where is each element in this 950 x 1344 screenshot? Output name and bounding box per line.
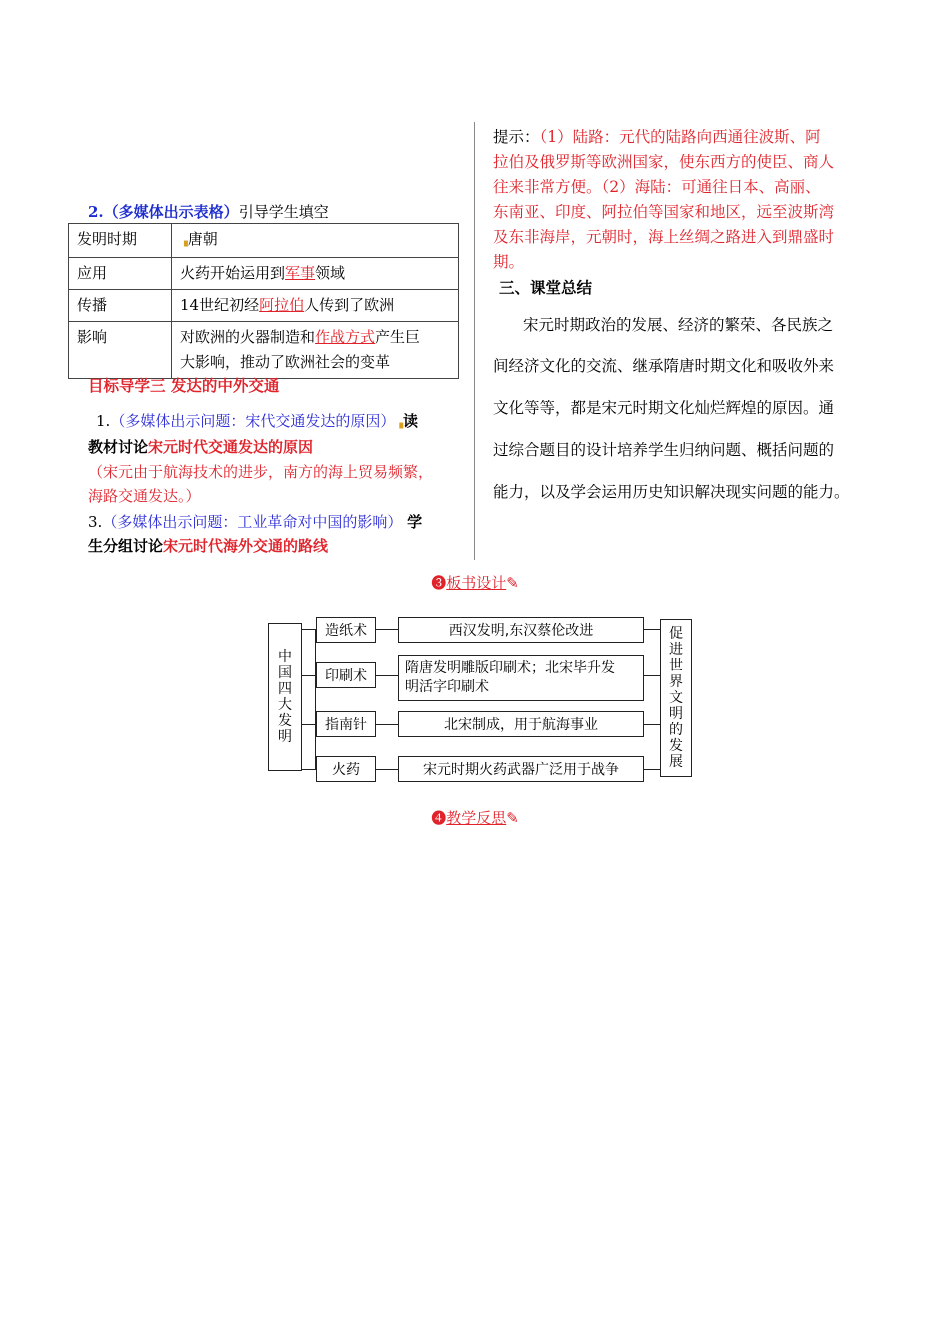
right-label-box <box>660 619 692 777</box>
q3-tail: 学 <box>407 513 423 531</box>
table-row <box>69 322 459 379</box>
reflection-heading-num: ❹ <box>431 809 447 827</box>
table-value-blank: 军事 <box>285 264 316 282</box>
board-heading <box>0 572 950 593</box>
gunpowder-table <box>68 223 459 379</box>
invention-desc-line: 隋唐发明雕版印刷术；北宋毕升发 <box>405 660 615 676</box>
table-value <box>172 290 459 322</box>
table-value-blank: 作战方式 <box>315 328 376 346</box>
q3-discuss: 生分组讨论 <box>88 537 164 555</box>
summary-line: 过综合题目的设计培养学生归纳问题、概括问题的 <box>493 441 835 459</box>
table-value <box>172 258 459 290</box>
table-row <box>69 258 459 290</box>
q1-prompt: （多媒体出示问题：宋代交通发达的原因） <box>110 412 396 430</box>
board-heading-num: ❸ <box>431 574 447 592</box>
q1-read: 读 <box>403 412 419 430</box>
vertical-char: 明 <box>669 706 683 722</box>
table-key: 发明时期 <box>69 224 172 258</box>
q1-num: 1. <box>96 412 111 430</box>
hint-text <box>493 175 821 199</box>
left-label-box <box>268 623 302 771</box>
reflection-heading-text: 教学反思 <box>446 809 507 827</box>
summary-line: 宋元时期政治的发展、经济的繁荣、各民族之 <box>523 316 834 334</box>
q1-topic: 宋元时代交通发达的原因 <box>148 438 314 456</box>
connector <box>315 629 316 770</box>
board-heading-text: 板书设计 <box>446 574 507 592</box>
invention-box: 指南针 <box>316 711 376 737</box>
hint-text: 拉伯及俄罗斯等欧洲国家，使东西方的使臣、商人 <box>493 153 835 171</box>
table-key: 应用 <box>69 258 172 290</box>
column-divider <box>474 122 475 560</box>
table-value-text: 火药开始运用到 <box>180 264 286 282</box>
table-value-text: 唐朝 <box>187 230 218 248</box>
connector <box>302 629 316 630</box>
vertical-char: 界 <box>669 674 683 690</box>
table-value-text: 产生巨 <box>375 328 421 346</box>
table-value-text: 领域 <box>315 264 346 282</box>
vertical-char: 文 <box>669 690 683 706</box>
q3-topic: 宋元时代海外交通的路线 <box>163 537 329 555</box>
table-row <box>69 224 459 258</box>
q1-line2 <box>88 436 313 458</box>
hint-text: 东南亚、印度、阿拉伯等国家和地区，远至波斯湾 <box>493 203 835 221</box>
reflection-heading <box>0 807 950 828</box>
invention-desc-box: 宋元时期火药武器广泛用于战争 <box>398 756 644 782</box>
invention-box: 印刷术 <box>316 662 376 688</box>
right-label <box>669 626 683 770</box>
invention-box: 造纸术 <box>316 617 376 643</box>
item2-line <box>88 201 329 223</box>
connector <box>376 629 398 630</box>
table-value-text: 大影响，推动了欧洲社会的变革 <box>180 353 391 371</box>
item2-instruction: 引导学生填空 <box>238 203 329 221</box>
vertical-char: 国 <box>278 665 292 681</box>
hint-label: 提示： <box>493 128 540 146</box>
q1-discuss: 教材讨论 <box>88 438 149 456</box>
invention-desc-box: 西汉发明,东汉蔡伦改进 <box>398 617 644 643</box>
vertical-char: 发 <box>669 738 683 754</box>
vertical-char: 中 <box>278 649 292 665</box>
hint-text-span: 往来非常方便。（2）海陆：可通往日本、高丽、 <box>493 178 821 196</box>
connector <box>376 675 398 676</box>
hint-line <box>493 125 821 149</box>
table-value: ▗唐朝 <box>172 224 459 258</box>
item2-prompt: （多媒体出示表格） <box>103 203 239 221</box>
invention-desc-box: 北宋制成，用于航海事业 <box>398 711 644 737</box>
answer1-line1: （宋元由于航海技术的进步，南方的海上贸易频繁， <box>88 463 434 481</box>
pencil-icon: ✎ <box>506 574 519 592</box>
connector <box>644 724 660 725</box>
invention-box: 火药 <box>316 756 376 782</box>
connector <box>302 675 316 676</box>
invention-desc-box <box>398 655 644 701</box>
summary-line: 文化等等，都是宋元时期文化灿烂辉煌的原因。通 <box>493 399 835 417</box>
connector <box>302 724 316 725</box>
table-key: 传播 <box>69 290 172 322</box>
q1-line: 1.（多媒体出示问题：宋代交通发达的原因）▗读 <box>96 412 419 430</box>
item2-num: 2. <box>88 203 104 221</box>
vertical-char: 进 <box>669 642 683 658</box>
vertical-char: 大 <box>278 697 292 713</box>
table-value <box>172 322 459 379</box>
vertical-char: 展 <box>669 754 683 770</box>
connector <box>644 769 660 770</box>
summary-title: 三、课堂总结 <box>499 278 593 297</box>
answer1-line2: 海路交通发达。） <box>88 487 201 505</box>
table-value-blank: 阿拉伯 <box>259 296 305 314</box>
q3-line2 <box>88 535 328 557</box>
vertical-char: 的 <box>669 722 683 738</box>
connector <box>376 724 398 725</box>
table-value-text: 人传到了欧洲 <box>304 296 395 314</box>
hint-text: 及东非海岸，元朝时，海上丝绸之路进入到鼎盛时 <box>493 228 835 246</box>
hint-text: 期。 <box>493 253 525 271</box>
section3-title: 目标导学三 发达的中外交通 <box>88 376 280 395</box>
table-value-text: 对欧洲的火器制造和 <box>180 328 316 346</box>
q3-line <box>88 511 422 533</box>
q3-prompt: （多媒体出示问题：工业革命对中国的影响） <box>102 513 403 531</box>
connector <box>644 675 660 676</box>
summary-line: 能力，以及学会运用历史知识解决现实问题的能力。 <box>493 483 850 501</box>
vertical-char: 四 <box>278 681 292 697</box>
table-value-text: 14世纪初经 <box>180 296 260 314</box>
q3-num: 3. <box>88 513 103 531</box>
pencil-icon: ✎ <box>506 809 519 827</box>
vertical-char: 促 <box>669 626 683 642</box>
left-label <box>278 649 292 745</box>
connector <box>644 629 660 630</box>
connector <box>376 769 398 770</box>
board-diagram <box>268 615 692 779</box>
table-row <box>69 290 459 322</box>
summary-line: 间经济文化的交流、继承隋唐时期文化和吸收外来 <box>493 357 835 375</box>
vertical-char: 明 <box>278 729 292 745</box>
invention-desc-line: 明活字印刷术 <box>405 679 489 695</box>
connector <box>302 769 316 770</box>
hint-text: （1）陆路：元代的陆路向西通往波斯、阿 <box>539 128 821 146</box>
vertical-char: 世 <box>669 658 683 674</box>
vertical-char: 发 <box>278 713 292 729</box>
table-key: 影响 <box>69 322 172 379</box>
